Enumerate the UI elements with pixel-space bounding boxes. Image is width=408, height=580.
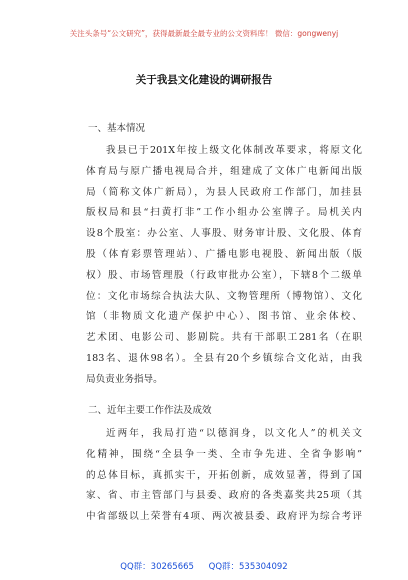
paragraph-line: 局（简称文体广新局），为县人民政府工作部门，加挂县	[86, 186, 362, 198]
document-title: 关于我县文化建设的调研报告	[135, 74, 273, 86]
paragraph-line: 的总体目标，真抓实干，开拓创新，成效显著，得到了国	[86, 469, 362, 481]
paragraph-line: 近两年，我局打造“以德润身，以文化人”的机关文	[106, 428, 362, 439]
paragraph-line: 中省部级以上荣誉有4项、两次被县委、政府评为综合考评	[86, 511, 362, 523]
paragraph-line: 体育局与原广播电视局合并，组建成了文体广电新闻出版	[86, 165, 362, 177]
header-notice: 关注头条号“公文研究”，获得最新最全最专业的公文资料库！ 微信：gongwenyj	[69, 29, 339, 38]
footer-qq-group-2: QQ群：535304092	[208, 562, 288, 572]
footer-qq-groups	[0, 560, 408, 572]
paragraph-line: 股（体育彩票管理站）、广播电影电视股、新闻出版（版	[86, 248, 362, 260]
paragraph-line: 我县已于201X年按上级文化体制改革要求，将原文化	[106, 145, 362, 156]
section1-paragraph	[86, 141, 362, 391]
paragraph-line: 馆（非物质文化遗产保护中心）、图书馆、业余体校、	[86, 311, 362, 323]
paragraph-line: 艺术团、电影公司、影剧院。共有干部职工281名（在职	[86, 332, 362, 344]
section-heading-basic-info: 一、基本情况	[88, 123, 146, 134]
paragraph-line: 化精神，围绕“全县争一类、全市争先进、全省争影响”	[86, 448, 362, 460]
paragraph-line: 位：文化市场综合执法大队、文物管理所（博物馆）、文化	[86, 290, 362, 302]
paragraph-line: 设8个股室：办公室、人事股、财务审计股、文化股、体育	[86, 228, 362, 240]
section2-paragraph	[86, 424, 362, 528]
paragraph-line: 局负责业务指导。	[86, 373, 163, 385]
footer-qq-group-1: QQ群：30265665	[120, 562, 194, 572]
section-heading-work-methods: 二、近年主要工作作法及成效	[88, 405, 212, 416]
paragraph-line: 版权局和县“扫黄打非”工作小组办公室牌子。局机关内	[86, 207, 362, 219]
paragraph-line: 权）股、市场管理股（行政审批办公室），下辖8个二级单	[86, 269, 362, 281]
paragraph-line: 183名、退休98名）。全县有20个乡镇综合文化站，由我	[86, 352, 362, 364]
paragraph-line: 家、省、市主管部门与县委、政府的各类嘉奖共25项（其	[86, 490, 362, 502]
